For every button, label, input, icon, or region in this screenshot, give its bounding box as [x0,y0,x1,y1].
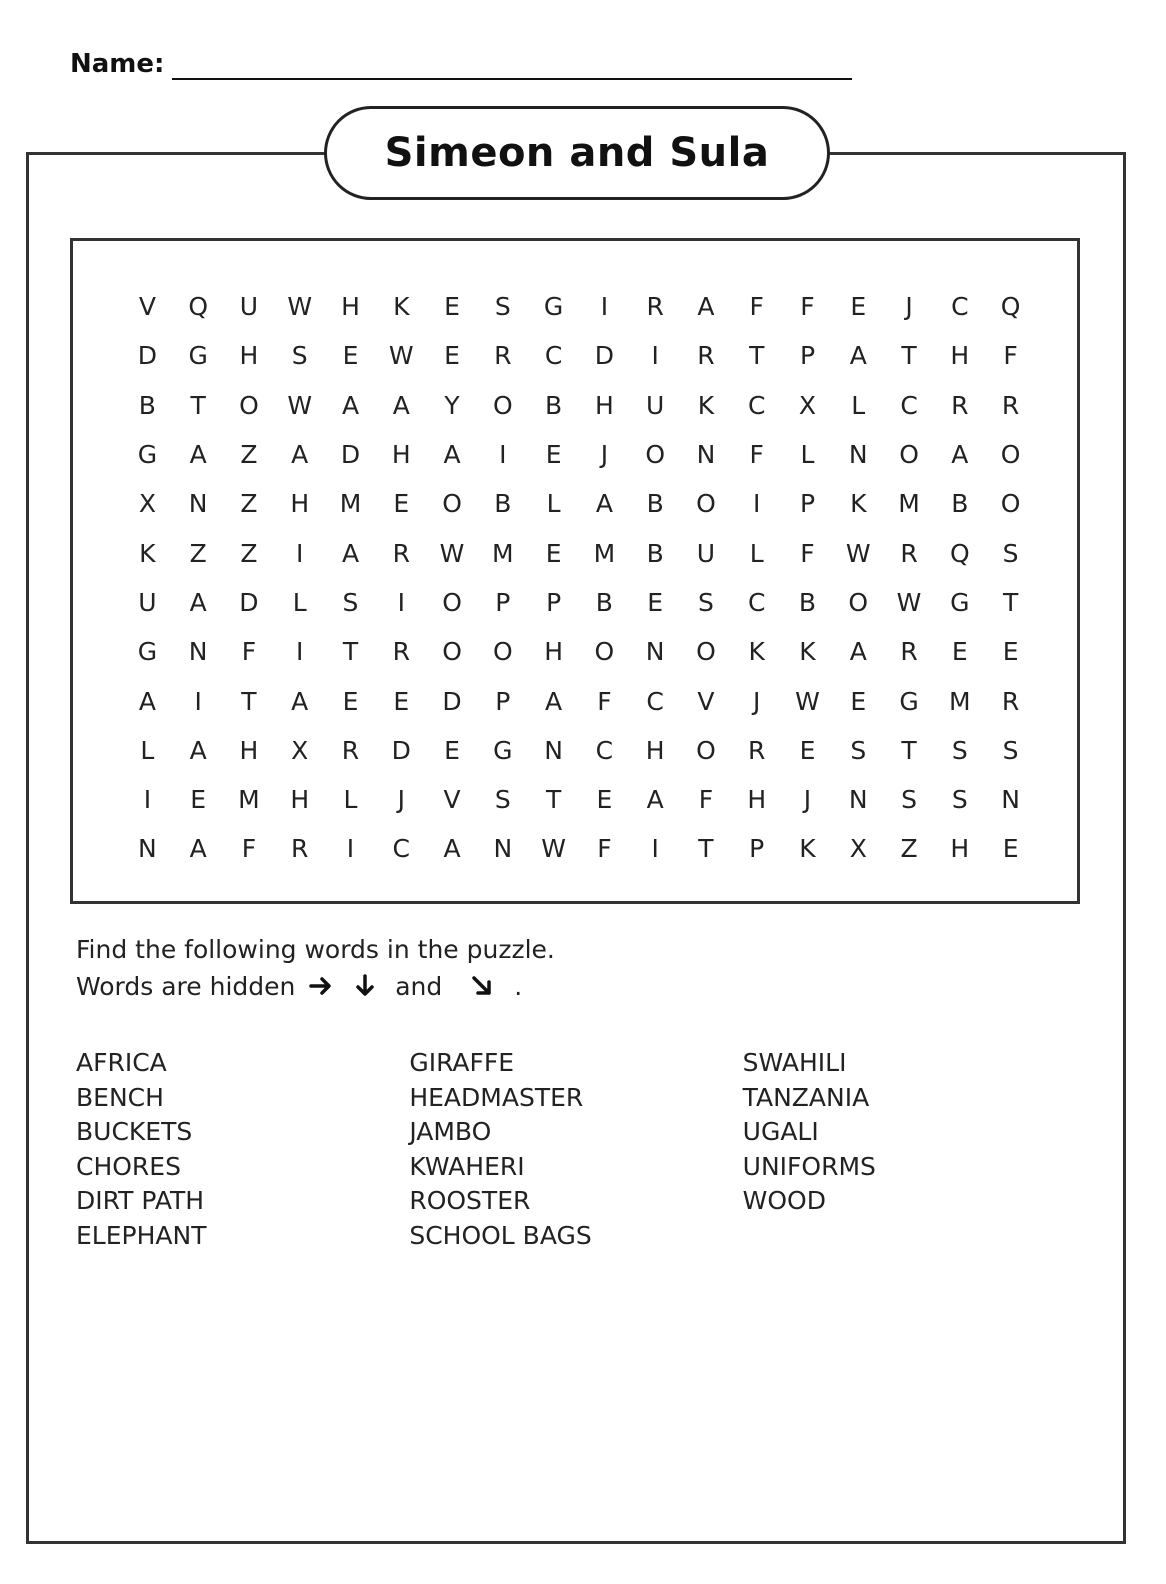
grid-letter: S [291,341,308,371]
instructions-prefix: Words are hidden [76,972,296,1001]
grid-letter: F [749,440,764,470]
word-list-item: UNIFORMS [742,1151,876,1181]
grid-letter: Z [189,538,207,568]
grid-letter: J [397,785,405,815]
grid-letter: A [849,637,867,667]
grid-letter: A [646,785,664,815]
grid-letter: A [443,440,461,470]
name-row [70,48,852,80]
grid-letter: T [545,785,562,815]
grid-letter: E [1002,834,1019,864]
grid-letter: M [339,489,362,519]
grid-letter: R [646,292,664,322]
word-column [409,1046,742,1254]
grid-letter: T [901,341,917,371]
grid-letter: Z [240,538,258,568]
grid-letter: W [287,390,313,420]
grid-letter: I [296,637,304,667]
grid-letter: I [194,686,202,716]
grid-letter: X [291,735,309,765]
grid-letter: Z [240,489,258,519]
word-list-item: DIRT PATH [76,1186,205,1216]
grid-letter: W [287,292,313,322]
grid-letter: W [795,686,820,716]
grid-letter: H [544,637,564,667]
grid-letter: E [444,292,460,322]
grid-letter: S [494,785,511,815]
grid-letter: C [747,390,766,420]
grid-letter: W [541,834,566,864]
word-list-item: ELEPHANT [76,1220,207,1250]
grid-letter: D [391,735,411,765]
word-list-item: WOOD [742,1186,826,1216]
grid-letter: I [397,587,405,617]
grid-letter: I [499,440,507,470]
grid-letter: B [798,587,817,617]
grid-letter: T [698,834,714,864]
grid-letter: F [800,292,815,322]
grid-letter: W [896,587,922,617]
grid-letter: A [189,735,207,765]
grid-letter: G [899,686,919,716]
grid-letter: H [747,785,767,815]
page-title: Simeon and Sula [384,130,770,176]
grid-letter: N [544,735,563,765]
instructions-and: and [395,972,443,1001]
grid-letter: I [651,834,659,864]
grid-letter: I [143,785,152,815]
grid-letter: I [296,538,304,568]
grid-letter: E [799,735,816,765]
grid-letter: C [900,390,918,420]
grid-letter: T [190,390,206,420]
grid-letter: L [546,489,561,519]
grid-letter: V [138,292,156,322]
grid-letter: E [342,341,359,371]
grid-letter: H [290,489,310,519]
word-list-item: BUCKETS [76,1117,193,1147]
grid-letter: E [1002,637,1019,667]
grid-letter: O [696,637,716,667]
grid-letter: O [645,440,665,470]
grid-letter: C [595,735,614,765]
grid-letter: H [950,341,970,371]
grid-letter: F [698,785,714,815]
grid-letter: T [749,341,765,371]
grid-letter: L [749,538,764,568]
grid-letter: F [597,834,612,864]
grid-letter: A [341,538,360,568]
instructions-line-1: Find the following words in the puzzle. [76,935,555,964]
grid-letter: K [139,538,156,568]
word-list-item: SCHOOL BAGS [409,1220,592,1250]
word-list-item: CHORES [76,1151,181,1181]
grid-letter: H [391,440,411,470]
grid-letter: J [803,785,812,815]
arrow-down-icon [353,968,377,1004]
grid-letter: E [342,686,359,716]
grid-letter: G [137,637,158,667]
grid-letter: I [651,341,659,371]
grid-letter: H [290,785,310,815]
grid-letter: F [241,834,257,864]
grid-letter: S [951,785,968,815]
grid-letter: T [1002,587,1019,617]
grid-letter: L [343,785,358,815]
grid-letter: X [798,390,817,420]
word-list [76,1046,1076,1254]
grid-letter: K [799,834,816,864]
grid-letter: P [749,834,765,864]
grid-letter: S [901,785,917,815]
grid-letter: H [645,735,665,765]
grid-letter: R [341,735,360,765]
grid-letter: R [494,341,512,371]
grid-letter: R [900,637,918,667]
grid-letter: D [594,341,615,371]
grid-letter: A [291,686,309,716]
grid-letter: E [190,785,207,815]
grid-letter: P [799,489,816,519]
grid-letter: R [392,538,410,568]
word-list-item: ROOSTER [409,1186,531,1216]
grid-letter: Q [949,538,970,568]
grid-letter: I [346,834,355,864]
grid-letter: N [848,440,868,470]
grid-letter: E [596,785,613,815]
grid-letter: J [753,686,761,716]
grid-letter: K [850,489,867,519]
grid-letter: V [443,785,461,815]
grid-letter: E [393,489,410,519]
grid-letter: T [901,735,917,765]
grid-letter: R [951,390,969,420]
grid-letter: E [545,440,562,470]
grid-letter: C [747,587,766,617]
instructions [76,932,555,1005]
word-list-item: HEADMASTER [409,1082,584,1112]
grid-letter: B [595,587,613,617]
grid-letter: I [753,489,761,519]
grid-letter: M [238,785,260,815]
grid-letter: A [951,440,969,470]
grid-letter: O [239,390,259,420]
grid-letter: H [594,390,614,420]
word-column [76,1046,409,1254]
grid-letter: X [138,489,156,519]
grid-letter: A [291,440,309,470]
grid-letter: O [492,390,513,420]
grid-letter: S [494,292,511,322]
grid-letter: G [493,735,513,765]
word-list-item: AFRICA [76,1048,167,1077]
grid-letter: L [851,390,866,420]
grid-letter: F [800,538,815,568]
grid-letter: J [905,292,913,322]
grid-letter: E [545,538,562,568]
grid-letter: M [593,538,616,568]
grid-letter: F [597,686,612,716]
grid-letter: R [392,637,410,667]
grid-letter: D [442,686,462,716]
grid-letter: O [1000,489,1021,519]
grid-letter: S [951,735,968,765]
grid-letter: P [799,341,816,371]
name-label: Name: [70,49,165,79]
grid-letter: O [442,489,462,519]
grid-letter: Z [240,440,258,470]
grid-letter: C [544,341,563,371]
grid-letter: A [443,834,461,864]
grid-letter: R [1001,390,1020,420]
grid-letter: E [951,637,968,667]
word-column [743,1046,1076,1254]
grid-letter: O [492,637,513,667]
word-list-item: JAMBO [409,1117,492,1147]
grid-letter: B [138,390,156,420]
grid-letter: U [239,292,259,322]
grid-letter: R [748,735,766,765]
grid-letter: E [850,292,867,322]
grid-letter: O [696,735,716,765]
grid-letter: U [696,538,716,568]
grid-letter: H [239,735,259,765]
grid-letter: A [849,341,867,371]
grid-letter: N [696,440,716,470]
grid-letter: F [749,292,764,322]
grid-letter: B [494,489,512,519]
grid-letter: P [546,587,562,617]
grid-letter: N [848,785,868,815]
grid-letter: S [1002,735,1019,765]
grid-letter: G [188,341,208,371]
word-list-item: BENCH [76,1082,164,1112]
grid-letter: S [1002,538,1019,568]
grid-letter: V [697,686,715,716]
name-line[interactable] [172,52,852,80]
grid-letter: J [600,440,609,470]
grid-letter: O [1000,440,1021,470]
grid-letter: A [595,489,613,519]
grid-letter: T [241,686,257,716]
word-list-item: GIRAFFE [409,1048,515,1077]
grid-letter: C [392,834,410,864]
grid-letter: R [900,538,918,568]
grid-letter: O [899,440,919,470]
instructions-line-2 [76,968,555,1005]
grid-letter: Y [444,390,460,420]
grid-letter: M [898,489,920,519]
grid-letter: C [951,292,969,322]
grid-letter: A [189,834,207,864]
grid-letter: B [545,390,563,420]
grid-letter: R [291,834,309,864]
grid-letter: D [239,587,259,617]
grid-letter: E [647,587,664,617]
arrow-down-right-icon [470,968,494,1004]
grid-letter: G [950,587,970,617]
grid-letter: B [646,489,664,519]
grid-letter: L [140,735,155,765]
title-banner [324,106,830,200]
grid-letter: U [646,390,665,420]
grid-letter: F [241,637,257,667]
grid-letter: K [697,390,715,420]
grid-letter: S [850,735,867,765]
grid-letter: N [188,637,208,667]
grid-letter: N [188,489,208,519]
grid-letter: H [341,292,360,322]
grid-letter: L [800,440,815,470]
grid-letter: L [292,587,307,617]
grid-letter: H [950,834,970,864]
grid-letter: Z [900,834,918,864]
word-list-item: SWAHILI [742,1048,847,1077]
grid-letter: O [696,489,716,519]
grid-letter: A [697,292,715,322]
grid-letter: M [949,686,971,716]
grid-letter: O [442,637,462,667]
grid-letter: Q [1000,292,1021,322]
grid-letter: W [388,341,414,371]
grid-letter: W [845,538,871,568]
grid-letter: A [189,440,207,470]
grid-letter: S [698,587,714,617]
grid-letter: Q [188,292,208,322]
grid-letter: R [697,341,715,371]
grid-letter: K [799,637,816,667]
grid-letter: B [646,538,664,568]
grid-letter: E [393,686,410,716]
grid-letter: A [189,587,207,617]
grid-letter: A [341,390,360,420]
grid-letter: D [340,440,361,470]
grid-letter: H [239,341,259,371]
letter-grid [122,282,1036,874]
grid-letter: R [1001,686,1020,716]
grid-letter: I [600,292,609,322]
grid-letter: A [138,686,156,716]
instructions-period: . [514,972,523,1001]
word-list-item: UGALI [742,1117,819,1147]
grid-letter: O [442,587,462,617]
grid-letter: K [748,637,765,667]
grid-letter: M [492,538,514,568]
grid-letter: E [850,686,867,716]
grid-letter: X [849,834,867,864]
grid-letter: E [444,341,460,371]
grid-letter: G [137,440,158,470]
grid-letter: O [594,637,615,667]
grid-letter: P [495,587,511,617]
grid-letter: G [543,292,564,322]
grid-letter: S [342,587,359,617]
word-list-item: TANZANIA [742,1082,870,1112]
grid-letter: T [342,637,359,667]
grid-letter: F [1003,341,1018,371]
grid-letter: K [393,292,410,322]
grid-letter: C [646,686,664,716]
grid-letter: B [951,489,969,519]
grid-letter: U [138,587,157,617]
grid-letter: D [137,341,158,371]
grid-letter: W [439,538,465,568]
arrow-right-icon [309,968,333,1004]
grid-letter: P [495,686,511,716]
grid-letter: A [545,686,563,716]
grid-letter: N [645,637,665,667]
grid-letter: N [1001,785,1020,815]
grid-letter: A [392,390,410,420]
grid-letter: O [848,587,869,617]
grid-letter: N [493,834,513,864]
word-list-item: KWAHERI [409,1151,525,1181]
grid-letter: E [444,735,460,765]
grid-letter: N [138,834,157,864]
